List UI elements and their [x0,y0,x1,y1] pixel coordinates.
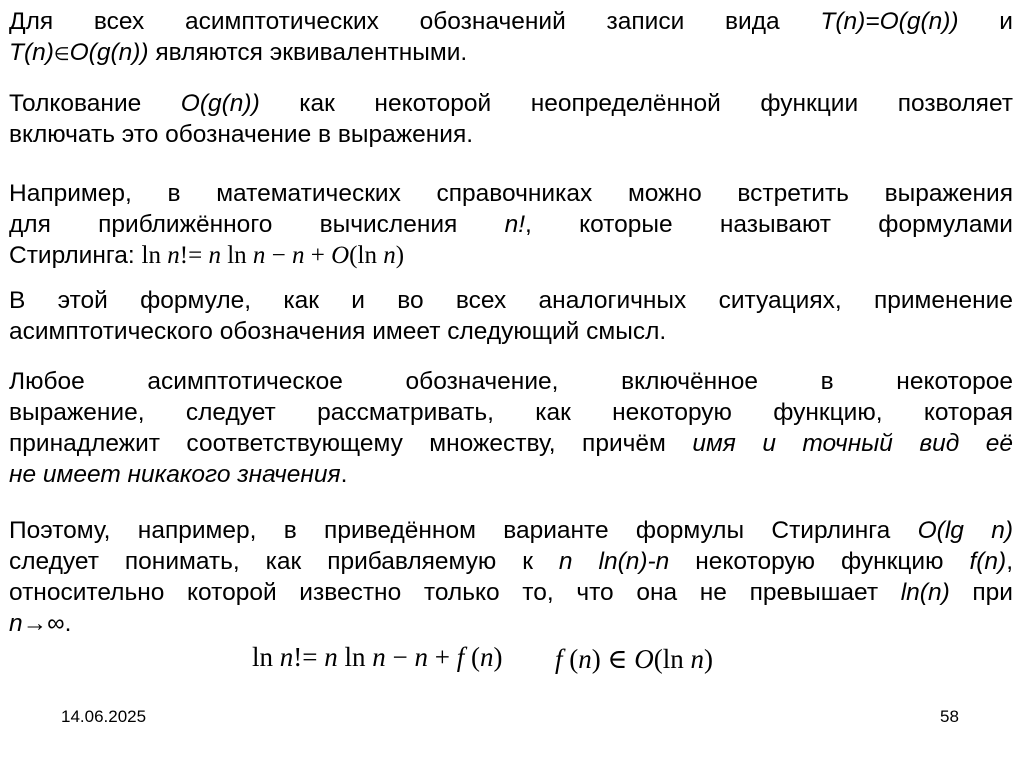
text-line: Для всех асимптотических обозначений записи вида T(n)=O(g(n)) и [9,8,1013,35]
text-line: принадлежит соответствующему множеству, причём имя и точный вид её [9,430,1014,457]
text-line: T(n)∈O(g(n)) являются эквивалентными. [9,39,468,66]
text-line: не имеет никакого значения. [9,461,348,488]
text-line: Поэтому, например, в приведённом варианте формулы Стирлинга O(lg n) [9,517,1013,544]
paragraph-asymptotic-equivalence [9,6,1013,70]
slide-number: 58 [940,707,959,726]
text-line: относительно которой известно только то, что она не превышает ln(n) при [9,579,1013,606]
stirling-formula: ln n!= n ln n − n + O(ln n) [141,242,405,269]
stirling-formula-with-f: ln n!= n ln n − n + f (n) [252,642,503,672]
text-line: В этой формуле, как и во всех аналогичных ситуациях, применение [9,287,1013,314]
paragraph-any-asymptotic-notation [9,366,1013,490]
paragraph-stirling-example [9,178,1013,271]
text-line: выражение, следует рассматривать, как некоторую функцию, которая [9,399,1013,426]
text-line: Стирлинга: ln n!= n ln n − n + O(ln n) [9,242,405,269]
text-line: асимптотического обозначения имеет следующий смысл. [9,318,667,345]
text-line: Например, в математических справочниках можно встретить выражения [9,180,1013,207]
slide-date: 14.06.2025 [61,707,147,726]
text-line: для приближённого вычисления n!, которые называют формулами [9,211,1013,238]
text-line: включать это обозначение в выражения. [9,121,474,148]
text-line: Любое асимптотическое обозначение, включённое в некоторое [9,368,1013,395]
f-membership-formula: f (n) ∈ O(ln n) [555,644,713,674]
text-line: n→∞. [9,610,72,637]
text-line: следует понимать, как прибавляемую к n ln(n)-n некоторую функцию f(n), [9,548,1013,575]
text-line: Толкование O(g(n)) как некоторой неопределённой функции позволяет [9,90,1013,117]
paragraph-formula-meaning [9,285,1013,347]
paragraph-therefore [9,515,1013,639]
paragraph-interpretation [9,88,1013,150]
